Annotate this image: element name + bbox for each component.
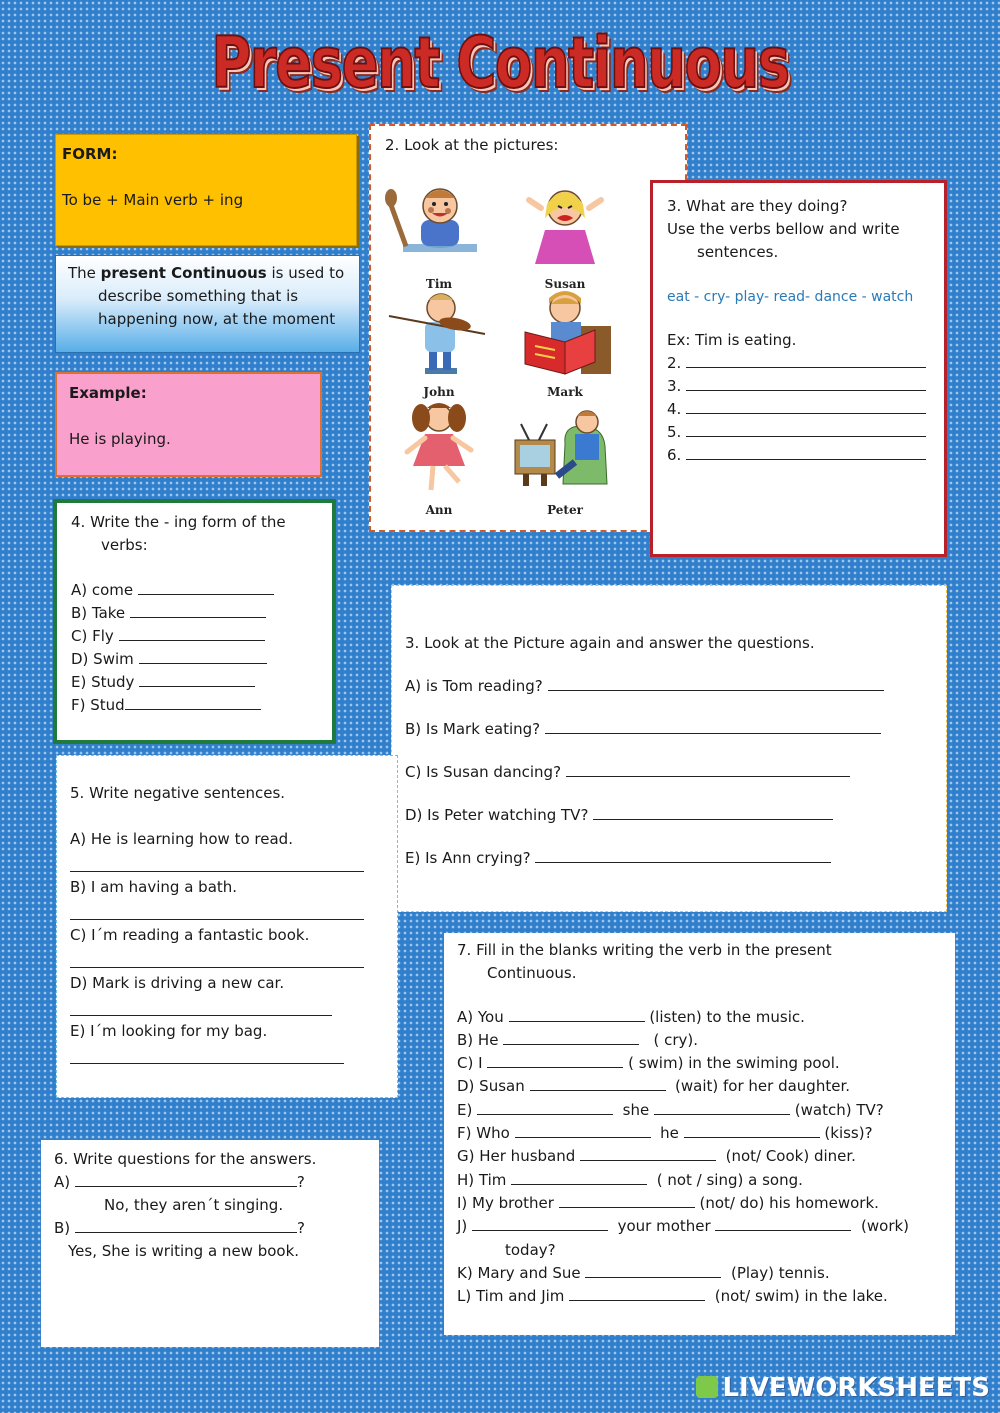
negative-sentences-box: [56, 755, 398, 1098]
verb-row: [71, 579, 318, 602]
form-box: [55, 134, 357, 246]
sentence-row: [667, 352, 930, 375]
definition-pre: The: [68, 264, 101, 282]
verb-row: [71, 671, 318, 694]
section7-line-2: Continuous.: [487, 964, 577, 983]
blank-line[interactable]: [487, 1053, 623, 1068]
blank-line[interactable]: [477, 1100, 613, 1115]
figure-ann: [385, 396, 493, 517]
verb-label: C) Fly: [71, 627, 114, 645]
row-end: ( cry).: [653, 1030, 699, 1049]
logo-icon: [696, 1376, 718, 1398]
figure-susan: [511, 178, 619, 291]
pictures-box: [369, 124, 687, 532]
what-are-they-doing-box: [650, 180, 947, 557]
question-row: [405, 847, 933, 870]
question-text: C) Is Susan dancing?: [405, 763, 562, 781]
answer-line[interactable]: [139, 649, 267, 664]
row-middle: he: [660, 1124, 679, 1143]
definition-post: is used to: [266, 264, 345, 282]
figure-mark: [511, 286, 619, 399]
question-text: B) Is Mark eating?: [405, 720, 541, 738]
answer-questions-box: [391, 585, 947, 912]
answer-line[interactable]: [138, 580, 274, 595]
answer-line[interactable]: [545, 719, 881, 734]
answer-line[interactable]: [70, 851, 364, 872]
blank-row: [457, 1122, 942, 1145]
fill-in-blanks-box: [444, 933, 955, 1335]
definition-bold: present Continuous: [100, 264, 267, 282]
answer-line[interactable]: [548, 676, 884, 691]
answer-line[interactable]: [686, 376, 926, 391]
blank-row: [457, 1145, 942, 1168]
section4-line-1: 4. Write the - ing form of the: [71, 513, 286, 531]
row-start: B) He: [457, 1030, 499, 1049]
question-text: D) Is Peter watching TV?: [405, 806, 589, 824]
question-row: [54, 1171, 366, 1194]
sentence-text: A) He is learning how to read.: [70, 830, 293, 848]
verb-label: E) Study: [71, 673, 135, 691]
row-number: 3.: [667, 377, 682, 395]
row-number: 2.: [667, 354, 682, 372]
boy-reading-icon: [511, 286, 619, 378]
question-row: [405, 761, 933, 784]
verb-label: B) Take: [71, 604, 126, 622]
girl-dancing-icon: [385, 396, 493, 496]
liveworksheets-logo: [696, 1373, 990, 1403]
blank-line[interactable]: [530, 1076, 666, 1091]
row-start: G) Her husband: [457, 1147, 576, 1166]
figure-name: John: [423, 385, 455, 399]
question-label: B): [54, 1219, 71, 1237]
example-heading: Example:: [69, 384, 147, 402]
sentence-text: B) I am having a bath.: [70, 878, 238, 896]
sentence-row: [667, 398, 930, 421]
row-end: (not/ Cook) diner.: [725, 1147, 856, 1166]
question-mark: ?: [296, 1173, 305, 1191]
blank-line[interactable]: [684, 1123, 820, 1138]
sentence-row: [667, 421, 930, 444]
section6-heading: 6. Write questions for the answers.: [54, 1150, 317, 1168]
answer-line[interactable]: [70, 1043, 344, 1064]
definition-line-3: happening now, at the moment: [98, 310, 336, 328]
blank-row: [457, 1006, 942, 1029]
girl-crying-icon: [511, 178, 619, 270]
verb-label: D) Swim: [71, 650, 134, 668]
row-end: (Play) tennis.: [730, 1263, 830, 1282]
blank-line[interactable]: [559, 1193, 695, 1208]
row-start: C) I: [457, 1054, 483, 1073]
sentence-row: [667, 375, 930, 398]
section7-line-1: 7. Fill in the blanks writing the verb in the present: [457, 941, 832, 959]
blank-line[interactable]: [509, 1007, 645, 1022]
verb-row: [71, 648, 318, 671]
verb-row: [71, 602, 318, 625]
row-middle: she: [622, 1100, 650, 1119]
row-start: A) You: [457, 1007, 504, 1026]
definition-box: [55, 255, 360, 353]
blank-row: [457, 1215, 942, 1238]
questions-heading: 3. Look at the Picture again and answer the questions.: [405, 634, 815, 652]
answer-line[interactable]: [566, 762, 850, 777]
given-answer: Yes, She is writing a new book.: [68, 1242, 300, 1260]
question-mark: ?: [296, 1219, 305, 1237]
form-text: To be + Main verb + ing: [62, 191, 244, 209]
verb-label: A) come: [71, 581, 134, 599]
row-end: (work): [861, 1217, 910, 1236]
blank-line[interactable]: [511, 1170, 647, 1185]
given-answer: No, they aren´t singing.: [104, 1196, 284, 1214]
question-row: [54, 1217, 366, 1240]
logo-text: LIVEWORKSHEETS: [722, 1373, 990, 1403]
blank-line[interactable]: [515, 1123, 651, 1138]
figure-name: Tim: [425, 277, 453, 291]
row-start: D) Susan: [457, 1077, 525, 1096]
verb-label: F) Stud: [71, 696, 125, 714]
example-text: He is playing.: [69, 430, 171, 448]
question-row: [405, 804, 933, 827]
question-text: E) Is Ann crying?: [405, 849, 531, 867]
form-heading: FORM:: [62, 145, 118, 163]
section3-example: Ex: Tim is eating.: [667, 331, 797, 349]
sentence-text: E) I´m looking for my bag.: [70, 1022, 268, 1040]
blank-line[interactable]: [472, 1216, 608, 1231]
section3-line-1: 3. What are they doing?: [667, 197, 848, 215]
question-text: A) is Tom reading?: [405, 677, 543, 695]
row-start: H) Tim: [457, 1170, 507, 1189]
question-row: [405, 718, 933, 741]
row-end: ( not / sing) a song.: [656, 1170, 803, 1189]
question-row: [405, 675, 933, 698]
row-end: (not/ do) his homework.: [699, 1193, 879, 1212]
row-start: J): [457, 1217, 468, 1236]
row-middle: your mother: [617, 1217, 711, 1236]
verb-row: [71, 694, 318, 717]
answer-line[interactable]: [75, 1218, 297, 1233]
row-number: 4.: [667, 400, 682, 418]
row-end: (listen) to the music.: [649, 1007, 805, 1026]
figure-name: Mark: [547, 385, 583, 399]
row-start: I) My brother: [457, 1193, 554, 1212]
row-start: F) Who: [457, 1124, 510, 1143]
row-start: E): [457, 1100, 473, 1119]
example-box: [55, 372, 322, 477]
row-number: 5.: [667, 423, 682, 441]
blank-line[interactable]: [654, 1100, 790, 1115]
verb-row: [71, 625, 318, 648]
answer-line[interactable]: [139, 672, 255, 687]
answer-line[interactable]: [70, 899, 364, 920]
sentence-text: C) I´m reading a fantastic book.: [70, 926, 310, 944]
section5-heading: 5. Write negative sentences.: [70, 784, 286, 802]
question-label: A): [54, 1173, 71, 1191]
answer-line[interactable]: [535, 848, 831, 863]
row-number: 6.: [667, 446, 682, 464]
answer-line[interactable]: [75, 1172, 297, 1187]
definition-line-2: describe something that is: [98, 287, 299, 305]
figure-name: Ann: [425, 503, 453, 517]
blank-line[interactable]: [503, 1030, 639, 1045]
ing-form-box: [53, 499, 336, 744]
blank-line[interactable]: [585, 1263, 721, 1278]
page-title: Present Continuous: [211, 22, 789, 104]
row-start: K) Mary and Sue: [457, 1263, 581, 1282]
section4-line-2: verbs:: [101, 536, 148, 554]
answer-line[interactable]: [125, 695, 261, 710]
row-end: ( swim) in the swiming pool.: [628, 1054, 840, 1073]
verb-list: eat - cry- play- read- dance - watch: [667, 289, 914, 305]
row-start: L) Tim and Jim: [457, 1287, 565, 1306]
blank-row: [457, 1192, 942, 1215]
answer-line[interactable]: [686, 422, 926, 437]
sentence-text: D) Mark is driving a new car.: [70, 974, 285, 992]
section3-line-2: Use the verbs bellow and write: [667, 220, 900, 238]
figure-name: Susan: [544, 277, 586, 291]
row-continuation: today?: [505, 1240, 556, 1259]
figure-peter: [511, 396, 619, 517]
blank-row: [457, 1075, 942, 1098]
boy-eating-icon: [385, 178, 493, 270]
figure-john: [385, 286, 493, 399]
row-end: (watch) TV?: [794, 1100, 884, 1119]
row-end: (not/ swim) in the lake.: [714, 1287, 888, 1306]
blank-row: [457, 1169, 942, 1192]
blank-line[interactable]: [715, 1216, 851, 1231]
sentence-row: [667, 444, 930, 467]
blank-line[interactable]: [569, 1286, 705, 1301]
answer-line[interactable]: [686, 353, 926, 368]
blank-row: [457, 1262, 942, 1285]
figure-name: Peter: [547, 503, 583, 517]
blank-row: [457, 1099, 942, 1122]
answer-line[interactable]: [686, 445, 926, 460]
answer-line[interactable]: [130, 603, 266, 618]
row-end: (wait) for her daughter.: [675, 1077, 851, 1096]
pictures-heading: 2. Look at the pictures:: [385, 136, 559, 154]
answer-line[interactable]: [593, 805, 833, 820]
boy-watching-tv-icon: [511, 396, 619, 496]
write-questions-box: [41, 1140, 379, 1347]
blank-row: [457, 1285, 942, 1308]
figure-tim: [385, 178, 493, 291]
row-end: (kiss)?: [824, 1124, 873, 1143]
answer-line[interactable]: [686, 399, 926, 414]
boy-violin-icon: [385, 286, 493, 378]
answer-line[interactable]: [119, 626, 265, 641]
blank-row: [457, 1029, 942, 1052]
answer-line[interactable]: [70, 947, 364, 968]
answer-line[interactable]: [70, 995, 332, 1016]
blank-line[interactable]: [580, 1146, 716, 1161]
blank-row: [457, 1052, 942, 1075]
section3-line-3: sentences.: [697, 243, 779, 261]
